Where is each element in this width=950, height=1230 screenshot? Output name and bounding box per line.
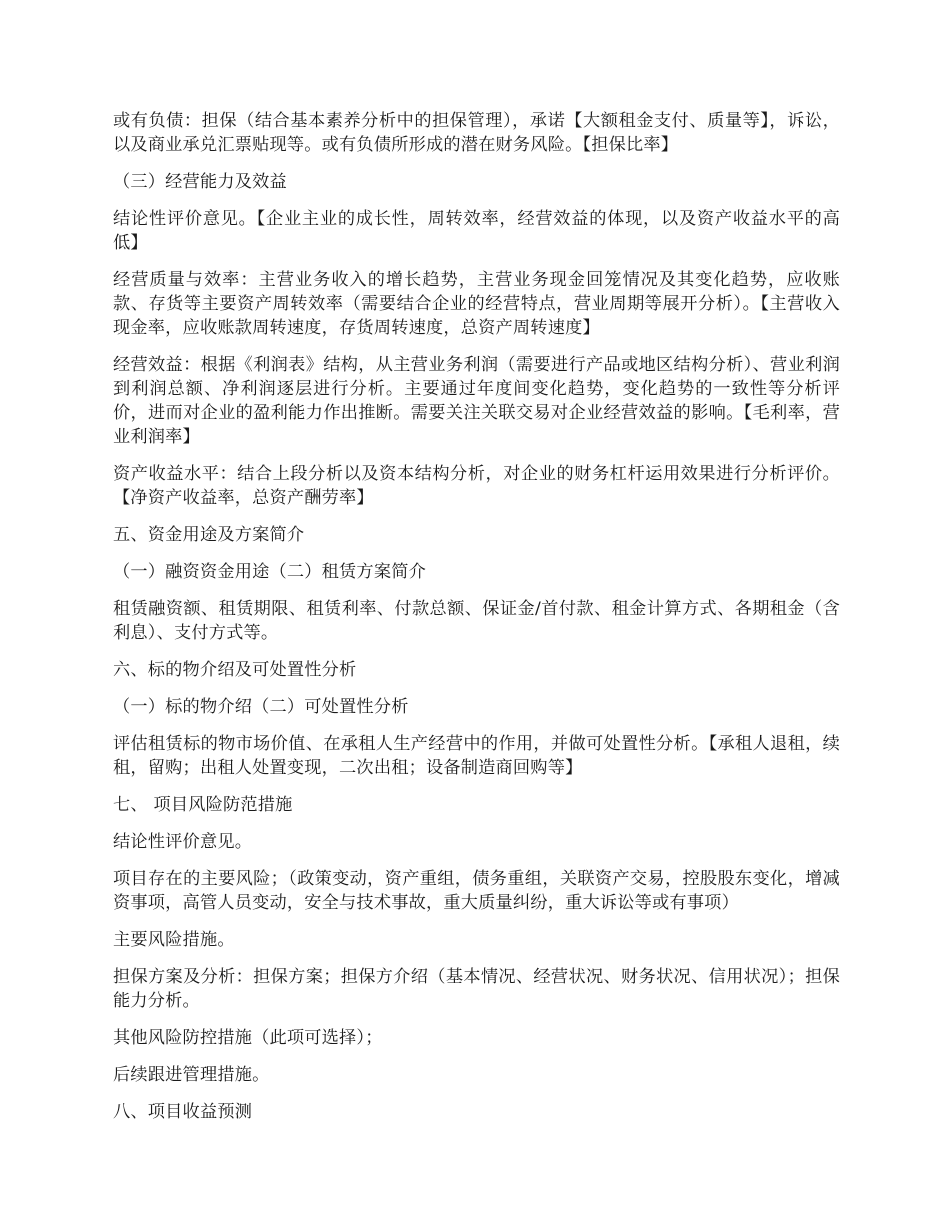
heading-operating-capacity: （三）经营能力及效益	[113, 172, 287, 192]
paragraph-operating-benefit: 经营效益：根据《利润表》结构，从主营业务利润（需要进行产品或地区结构分析）、营业利润到利润总额、净利润逐层进行分析。主要通过年度间变化趋势，变化趋势的一致性等分析评价，进而对企业的盈利能力作出推断。需要关注关联交易对企业经营效益的影响。【毛利率，营业利润率】	[113, 355, 840, 447]
paragraph-contingent-liabilities: 或有负债：担保（结合基本素养分析中的担保管理），承诺【大额租金支付、质量等】，诉讼，以及商业承兑汇票贴现等。或有负债所形成的潜在财务风险。【担保比率】	[113, 111, 840, 155]
heading-fund-usage: 五、资金用途及方案简介	[113, 525, 305, 545]
paragraph-lease-terms: 租赁融资额、租赁期限、租赁利率、付款总额、保证金/首付款、租金计算方式、各期租金（含利息）、支付方式等。	[113, 599, 840, 643]
paragraph-guarantee-plan: 担保方案及分析：担保方案；担保方介绍（基本情况、经营状况、财务状况、信用状况）；担保能力分析。	[113, 967, 840, 1011]
paragraph-main-risks: 项目存在的主要风险；（政策变动，资产重组，债务重组，关联资产交易，控股股东变化，增减资事项，高管人员变动，安全与技术事故，重大质量纠纷，重大诉讼等或有事项）	[113, 869, 840, 913]
paragraph-main-risk-measures: 主要风险措施。	[113, 930, 235, 950]
heading-risk-measures: 七、 项目风险防范措施	[113, 795, 293, 815]
paragraph-asset-return: 资产收益水平：结合上段分析以及资本结构分析，对企业的财务杠杆运用效果进行分析评价。【净资产收益率，总资产酬劳率】	[113, 464, 840, 508]
paragraph-other-risk-control: 其他风险防控措施（此项可选择）；	[113, 1028, 383, 1048]
heading-fund-usage-subsections: （一）融资资金用途（二）租赁方案简介	[113, 562, 426, 582]
paragraph-follow-up: 后续跟进管理措施。	[113, 1065, 270, 1085]
heading-subject-matter-subsections: （一）标的物介绍（二）可处置性分析	[113, 697, 409, 717]
paragraph-operating-quality: 经营质量与效率：主营业务收入的增长趋势，主营业务现金回笼情况及其变化趋势，应收账款、存货等主要资产周转效率（需要结合企业的经营特点，营业周期等展开分析）。【主营收入现金率，应收账款周转速度，存货周转速度，总资产周转速度】	[113, 270, 840, 338]
paragraph-conclusion-evaluation: 结论性评价意见。【企业主业的成长性，周转效率，经营效益的体现，以及资产收益水平的高低】	[113, 209, 840, 253]
heading-subject-matter: 六、标的物介绍及可处置性分析	[113, 660, 357, 680]
paragraph-valuation: 评估租赁标的物市场价值、在承租人生产经营中的作用，并做可处置性分析。【承租人退租，续租，留购；出租人处置变现，二次出租；设备制造商回购等】	[113, 734, 840, 778]
heading-revenue-forecast: 八、项目收益预测	[113, 1102, 253, 1122]
paragraph-risk-conclusion: 结论性评价意见。	[113, 832, 253, 852]
